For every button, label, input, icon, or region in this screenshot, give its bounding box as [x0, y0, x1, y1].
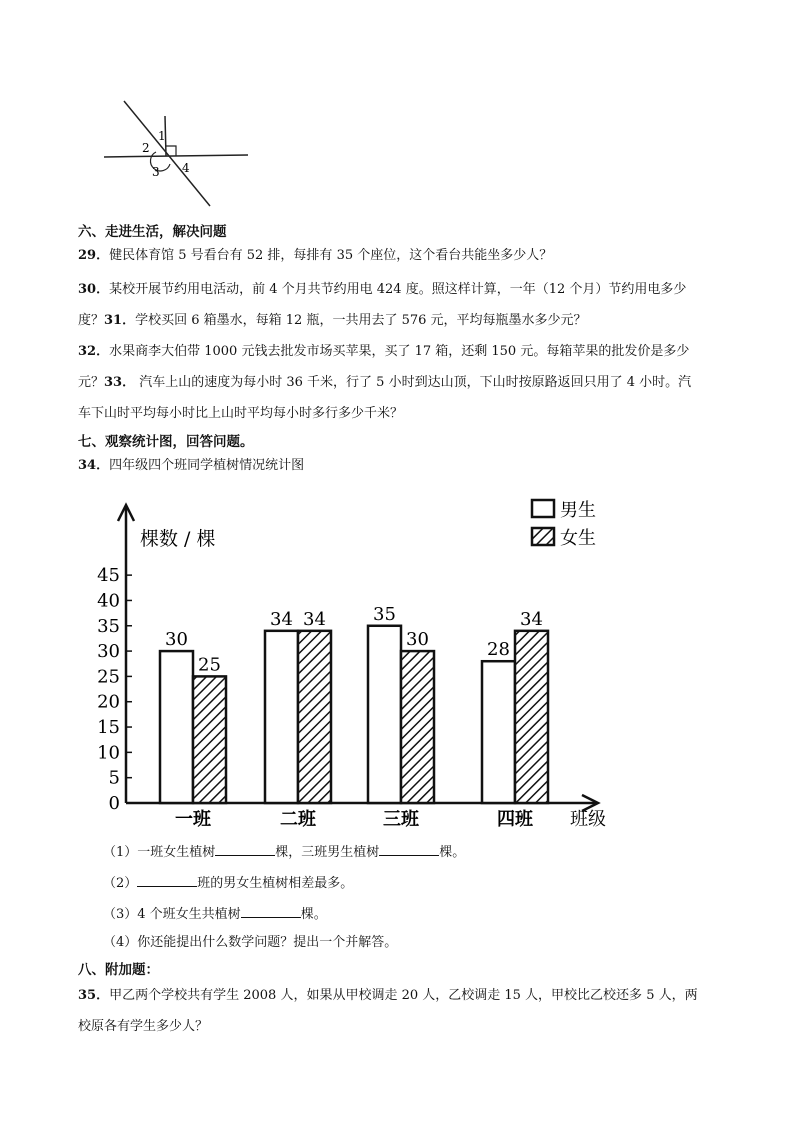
answer-blank[interactable] [241, 903, 301, 918]
angle-label-4: 4 [182, 161, 190, 175]
answer-blank[interactable] [379, 841, 439, 856]
legend-label-male: 男生 [560, 500, 596, 521]
y-tick-label: 15 [97, 717, 120, 739]
sub-text: （1）一班女生植树 [103, 845, 216, 860]
question-30 [78, 280, 758, 300]
sub-question-2 [103, 872, 353, 894]
bar-value-label: 35 [373, 603, 396, 625]
diagonal-line [124, 101, 210, 206]
x-tick-label: 一班 [175, 809, 211, 830]
bar-female [515, 631, 548, 803]
question-35 [78, 986, 758, 1006]
bar-value-label: 25 [198, 654, 221, 676]
question-number: 34． [78, 458, 110, 473]
y-tick-label: 30 [97, 641, 120, 663]
angle-label-1: 1 [158, 129, 166, 143]
sub-text: 棵。 [300, 907, 327, 922]
y-axis-label: 棵数 / 棵 [140, 528, 216, 550]
question-number: 29． [78, 248, 110, 263]
question-text: 度？ [78, 313, 105, 328]
legend-swatch-male [532, 500, 554, 517]
bar-value-label: 34 [520, 608, 543, 630]
bar-male [265, 631, 298, 803]
y-tick-label: 35 [97, 615, 120, 637]
bar-female [193, 676, 226, 803]
question-number: 32． [78, 344, 110, 359]
question-31 [78, 311, 758, 331]
y-tick-label: 0 [108, 793, 120, 814]
chart-legend [532, 500, 596, 549]
sub-text: 棵。 [439, 845, 466, 860]
x-tick-label: 三班 [383, 809, 419, 830]
bar-male [368, 626, 401, 803]
sub-question-3 [103, 903, 327, 925]
angle-figure [98, 96, 258, 211]
question-text: 汽车上山的速度为每小时 36 千米，行了 5 小时到达山顶，下山时按原路返回只用了 4 小时。汽 [135, 375, 692, 390]
question-34 [78, 456, 758, 476]
question-text: 学校买回 6 箱墨水，每箱 12 瓶，一共用去了 576 元，平均每瓶墨水多少元？ [135, 313, 587, 328]
question-number: 30． [78, 282, 110, 297]
bar-male [160, 651, 193, 803]
y-tick-label: 5 [108, 767, 120, 789]
question-text: 某校开展节约用电活动，前 4 个月共节约用电 424 度。照这样计算，一年（12 个月）节约用电多少 [109, 282, 687, 297]
question-text: 车下山时平均每小时比上山时平均每小时多行多少千米？ [78, 406, 404, 421]
y-tick-label: 20 [97, 691, 120, 713]
sub-text: （4）你还能提出什么数学问题？提出一个并解答。 [103, 935, 398, 950]
sub-question-4 [103, 933, 397, 953]
sub-text: （3）4 个班女生共植树 [103, 907, 241, 922]
question-32 [78, 342, 758, 362]
y-tick-label: 40 [97, 590, 120, 612]
section-7-heading: 七、观察统计图，回答问题。 [78, 434, 254, 450]
bar-value-label: 34 [303, 608, 326, 630]
question-33-cont [78, 404, 758, 424]
angle-label-2: 2 [142, 141, 150, 155]
sub-text: 班的男女生植树相差最多。 [197, 876, 354, 891]
question-number: 33． [104, 375, 136, 390]
x-tick-label: 二班 [280, 809, 316, 830]
question-text: 四年级四个班同学植树情况统计图 [109, 458, 305, 473]
question-number: 31． [104, 313, 136, 328]
y-tick-label: 45 [97, 565, 120, 587]
question-29 [78, 246, 758, 266]
angle-label-3: 3 [152, 165, 160, 179]
x-axis-label: 班级 [570, 809, 606, 830]
y-tick-label: 10 [97, 742, 120, 764]
bar-chart [97, 495, 630, 835]
bar-female [298, 631, 331, 803]
question-text: 水果商李大伯带 1000 元钱去批发市场买苹果，买了 17 箱，还剩 150 元。每箱苹果的批发价是多少 [109, 344, 690, 359]
question-number: 35． [78, 988, 110, 1003]
section-8-heading: 八、附加题： [78, 962, 159, 978]
bar-value-label: 30 [165, 629, 188, 651]
question-35-cont [78, 1017, 758, 1037]
question-text: 元？ [78, 375, 105, 390]
answer-blank[interactable] [137, 872, 197, 887]
legend-label-female: 女生 [560, 528, 596, 549]
bar-value-label: 30 [406, 629, 429, 651]
bar-value-label: 28 [487, 639, 510, 661]
question-text: 校原各有学生多少人？ [78, 1019, 209, 1034]
bar-male [482, 661, 515, 803]
answer-blank[interactable] [215, 841, 275, 856]
x-tick-label: 四班 [497, 809, 533, 830]
bar-female [401, 651, 434, 803]
y-tick-labels [97, 565, 120, 814]
bar-value-label: 34 [270, 608, 293, 630]
question-text: 甲乙两个学校共有学生 2008 人，如果从甲校调走 20 人，乙校调走 15 人，甲校比乙校还多 5 人，两 [109, 988, 698, 1003]
question-33 [78, 373, 758, 393]
sub-text: （2） [103, 876, 138, 891]
sub-question-1 [103, 841, 465, 863]
x-tick-labels [175, 808, 534, 830]
section-6-heading: 六、走进生活，解决问题 [78, 224, 227, 240]
sub-text: 棵，三班男生植树 [275, 845, 380, 860]
legend-swatch-female [532, 528, 554, 545]
question-text: 健民体育馆 5 号看台有 52 排，每排有 35 个座位，这个看台共能坐多少人？ [109, 248, 553, 263]
y-tick-label: 25 [97, 666, 120, 688]
